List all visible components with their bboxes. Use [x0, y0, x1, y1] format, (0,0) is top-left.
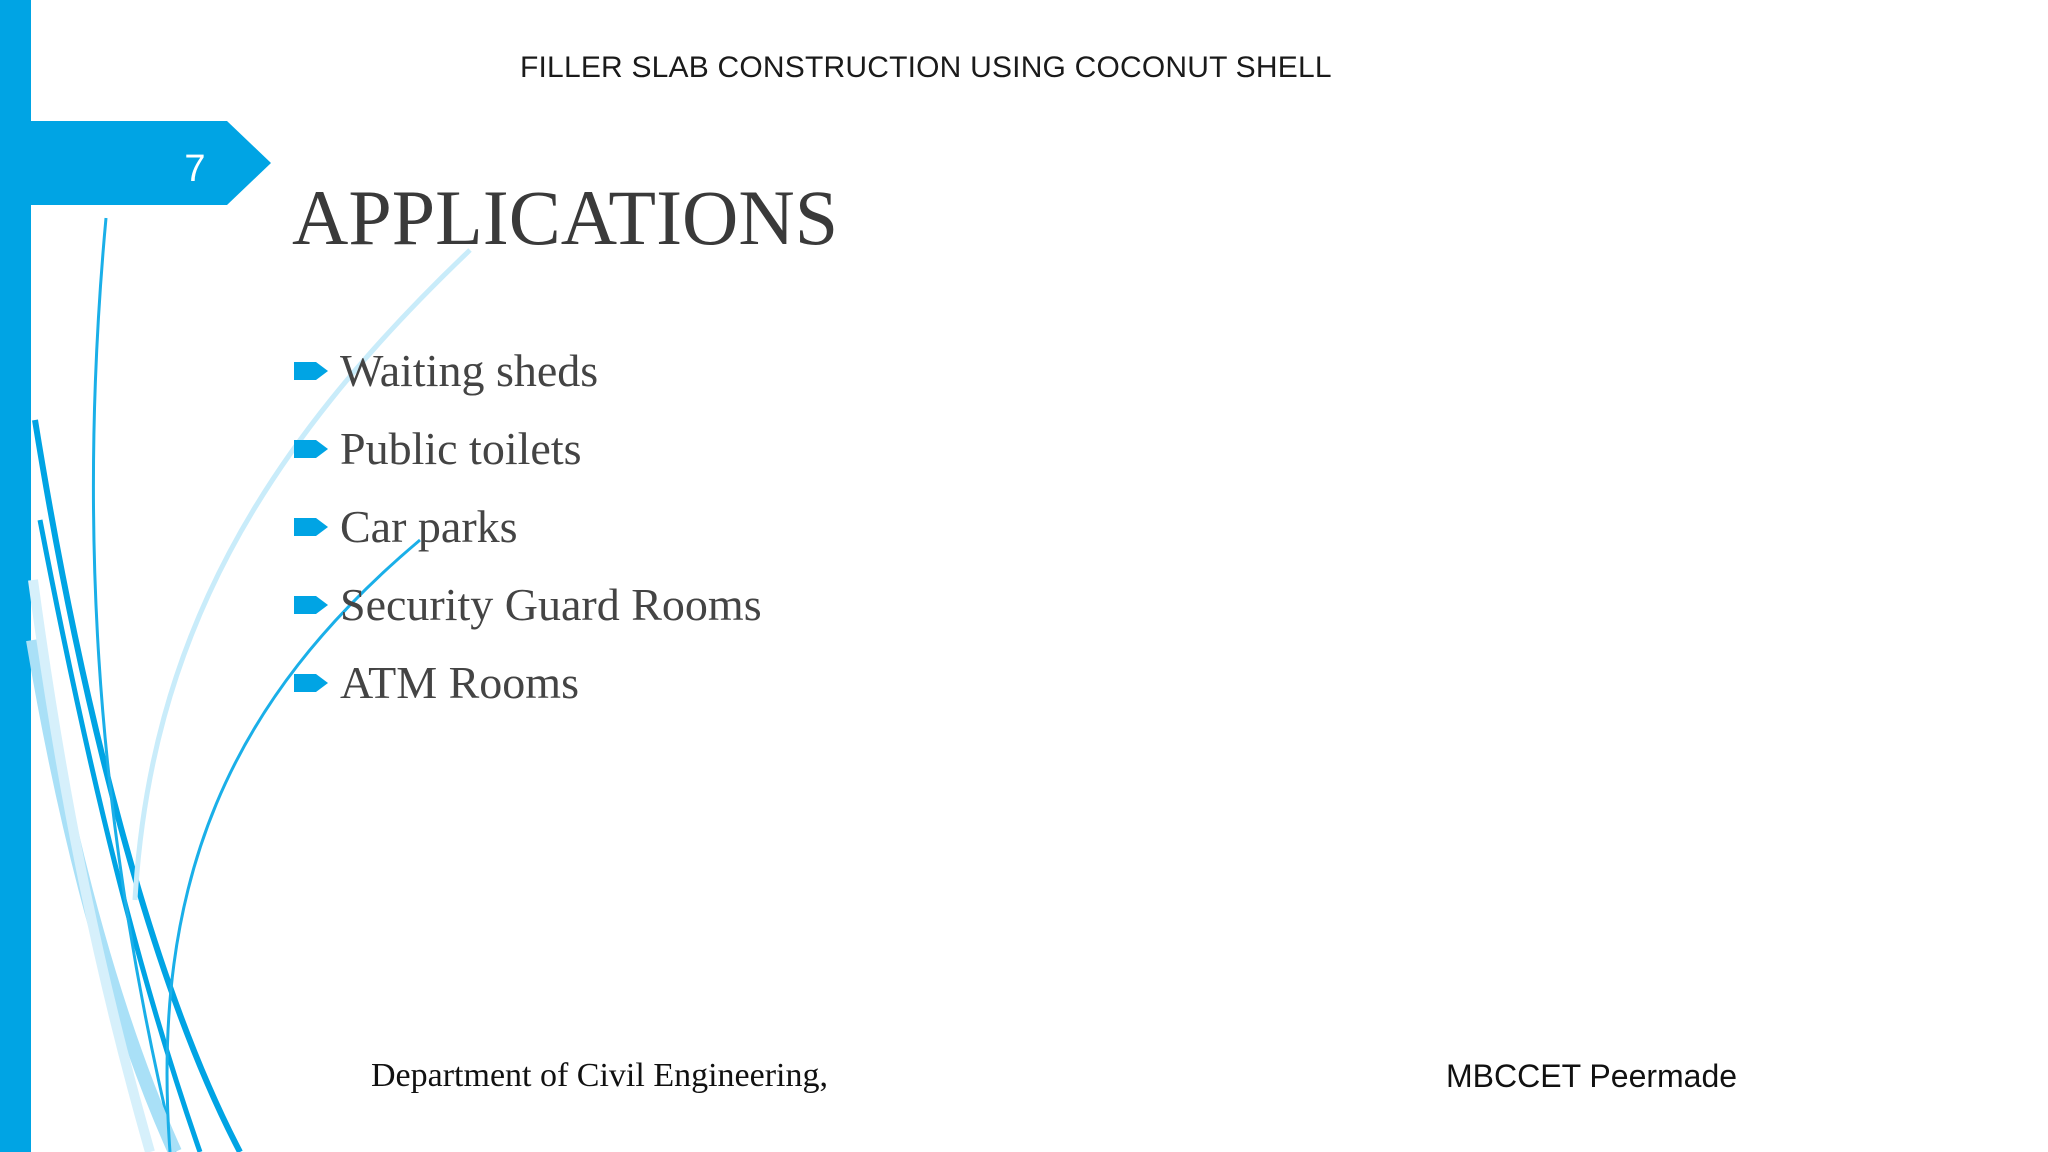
- slide-title: APPLICATIONS: [292, 174, 839, 261]
- arrow-bullet-icon: [292, 668, 332, 698]
- slide-number: 7: [184, 148, 206, 190]
- bullet-text: ATM Rooms: [340, 657, 579, 708]
- list-item: [292, 644, 762, 722]
- footer-institution: MBCCET Peermade: [1446, 1058, 1738, 1094]
- arrow-bullet-icon: [292, 356, 332, 386]
- list-item: [292, 410, 762, 488]
- bullet-list: [292, 332, 762, 722]
- arrow-bullet-icon: [292, 434, 332, 464]
- bullet-text: Waiting sheds: [340, 345, 599, 396]
- footer-department: Department of Civil Engineering,: [371, 1057, 828, 1094]
- arrow-bullet-icon: [292, 590, 332, 620]
- list-item: [292, 566, 762, 644]
- header-text: FILLER SLAB CONSTRUCTION USING COCONUT SHELL: [520, 51, 1332, 84]
- bullet-text: Car parks: [340, 501, 518, 552]
- list-item: [292, 332, 762, 410]
- page-number-tab: [31, 121, 271, 205]
- list-item: [292, 488, 762, 566]
- bullet-text: Public toilets: [340, 423, 582, 474]
- bullet-text: Security Guard Rooms: [340, 579, 762, 630]
- arrow-bullet-icon: [292, 512, 332, 542]
